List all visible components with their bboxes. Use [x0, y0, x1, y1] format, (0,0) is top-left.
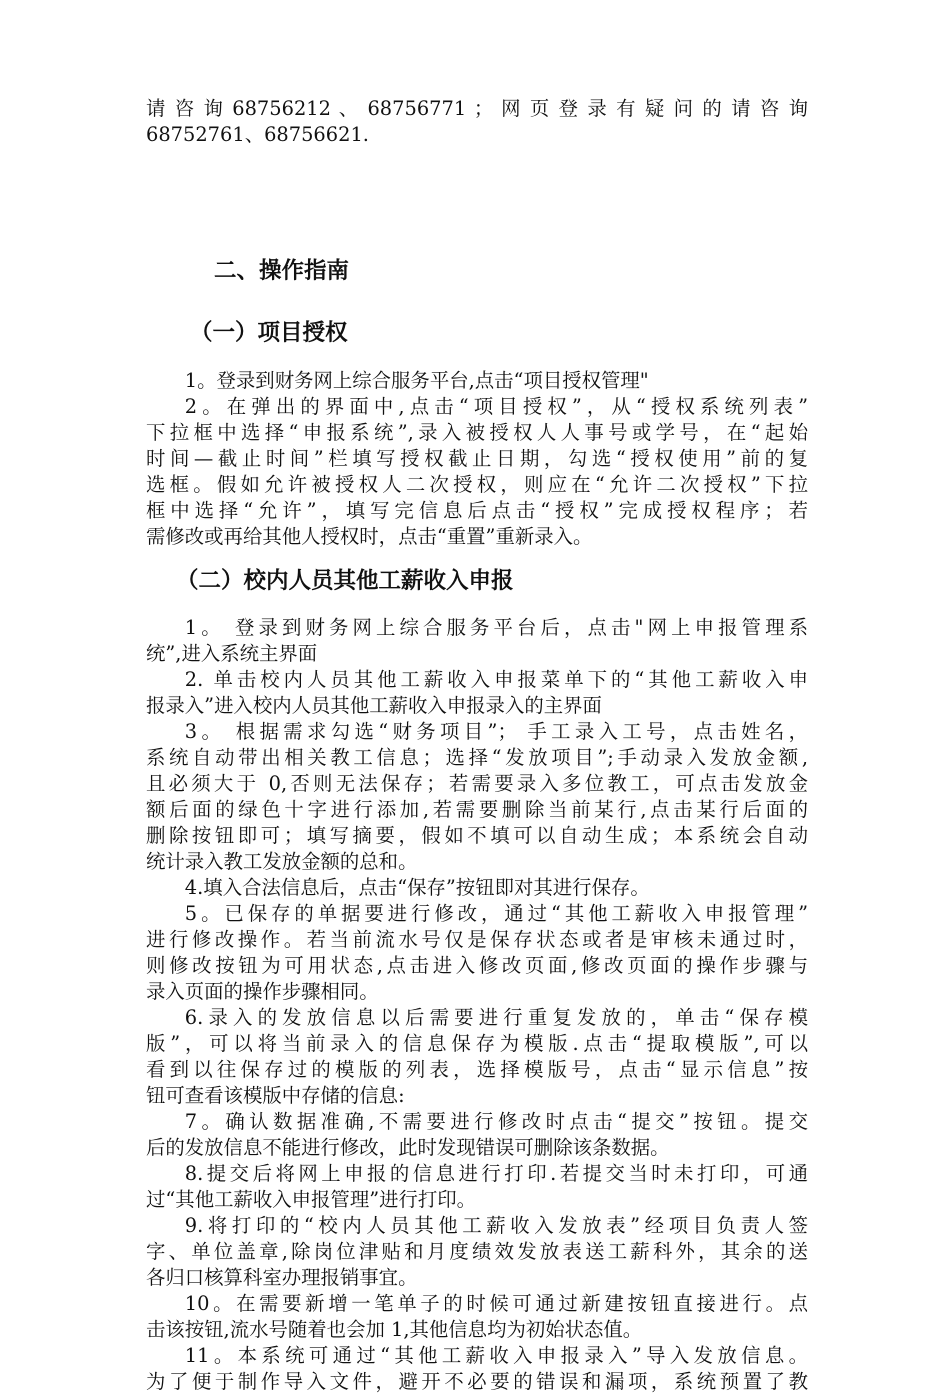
- text-line: 过“其他工薪收入申报管理”进行打印。: [146, 1188, 477, 1211]
- text-line: 后的发放信息不能进行修改，此时发现错误可删除该条数据。: [146, 1136, 670, 1159]
- text-line: 字、单位盖章,除岗位津贴和月度绩效发放表送工薪科外，其余的送: [146, 1240, 808, 1263]
- text-line: 3。 根据需求勾选“财务项目”； 手工录入工号，点击姓名，: [184, 720, 808, 743]
- text-line: 为了便于制作导入文件，避开不必要的错误和漏项，系统预置了教: [146, 1370, 808, 1393]
- contact-line-2: 68752761、68756621.: [146, 123, 369, 146]
- text-line: 4.填入合法信息后，点击“保存”按钮即对其进行保存。: [184, 876, 650, 899]
- text-line: 击该按钮,流水号随着也会加 1,其他信息均为初始状态值。: [146, 1318, 643, 1341]
- text-line: 需修改或再给其他人授权时，点击“重置”重新录入。: [146, 525, 593, 548]
- text-line: 统计录入教工发放金额的总和。: [146, 850, 418, 873]
- text-line: 6.录入的发放信息以后需要进行重复发放的，单击“保存模: [184, 1006, 808, 1029]
- text-line: 选框。假如允许被授权人二次授权，则应在“允许二次授权”下拉: [146, 473, 808, 496]
- text-line: 5。已保存的单据要进行修改，通过“其他工薪收入申报管理”: [184, 902, 808, 925]
- text-line: 进行修改操作。若当前流水号仅是保存状态或者是审核未通过时，: [146, 928, 808, 951]
- text-line: 额后面的绿色十字进行添加,若需要删除当前某行,点击某行后面的: [146, 798, 808, 821]
- section-title: 二、操作指南: [214, 258, 350, 284]
- text-line: 7。确认数据准确,不需要进行修改时点击“提交”按钮。提交: [184, 1110, 808, 1133]
- text-line: 9.将打印的“校内人员其他工薪收入发放表”经项目负责人签: [184, 1214, 808, 1237]
- text-line: 则修改按钮为可用状态,点击进入修改页面,修改页面的操作步骤与: [146, 954, 808, 977]
- text-line: 下拉框中选择“申报系统”,录入被授权人人事号或学号，在“起始: [146, 421, 808, 444]
- text-line: 8.提交后将网上申报的信息进行打印.若提交当时未打印，可通: [184, 1162, 808, 1185]
- text-line: 10。在需要新增一笔单子的时候可通过新建按钮直接进行。点: [184, 1292, 808, 1315]
- text-line: 且必须大于 0,否则无法保存；若需要录入多位教工，可点击发放金: [146, 772, 808, 795]
- text-line: 系统自动带出相关教工信息；选择“发放项目”;手动录入发放金额,: [146, 746, 808, 769]
- text-line: 报录入”进入校内人员其他工薪收入申报录入的主界面: [146, 694, 602, 717]
- document-page: [146, 96, 808, 1393]
- text-line: 1。 登录到财务网上综合服务平台后，点击"网上申报管理系: [184, 616, 808, 639]
- text-line: 2。在弹出的界面中,点击“项目授权”，从“授权系统列表”: [184, 395, 808, 418]
- text-line: 统”,进入系统主界面: [146, 642, 318, 665]
- text-line: 框中选择“允许”，填写完信息后点击“授权”完成授权程序；若: [146, 499, 808, 522]
- subsection-title-authorization: （一）项目授权: [190, 320, 348, 346]
- authorization-text: [146, 368, 808, 550]
- text-line: 1。登录到财务网上综合服务平台,点击“项目授权管理": [184, 369, 649, 392]
- text-line: 版”，可以将当前录入的信息保存为模版.点击“提取模版”,可以: [146, 1032, 808, 1055]
- text-line: 时间—截止时间”栏填写授权截止日期，勾选“授权使用”前的复: [146, 447, 808, 470]
- text-line: 11。本系统可通过“其他工薪收入申报录入”导入发放信息。: [184, 1344, 808, 1367]
- income-report-text: [146, 615, 808, 1395]
- text-line: 看到以往保存过的模版的列表，选择模版号，点击“显示信息”按: [146, 1058, 808, 1081]
- text-line: 各归口核算科室办理报销事宜。: [146, 1266, 418, 1289]
- text-line: 删除按钮即可；填写摘要，假如不填可以自动生成；本系统会自动: [146, 824, 808, 847]
- text-line: 2. 单击校内人员其他工薪收入申报菜单下的“其他工薪收入申: [184, 668, 808, 691]
- subsection-title-income-report: （二）校内人员其他工薪收入申报: [176, 568, 514, 594]
- contact-line-1: 请 咨 询 68756212 、 68756771 ； 网 页 登 录 有 疑 问 的 请 咨 询: [146, 97, 808, 120]
- text-line: 录入页面的操作步骤相同。: [146, 980, 379, 1003]
- text-line: 钮可查看该模版中存储的信息:: [146, 1084, 405, 1107]
